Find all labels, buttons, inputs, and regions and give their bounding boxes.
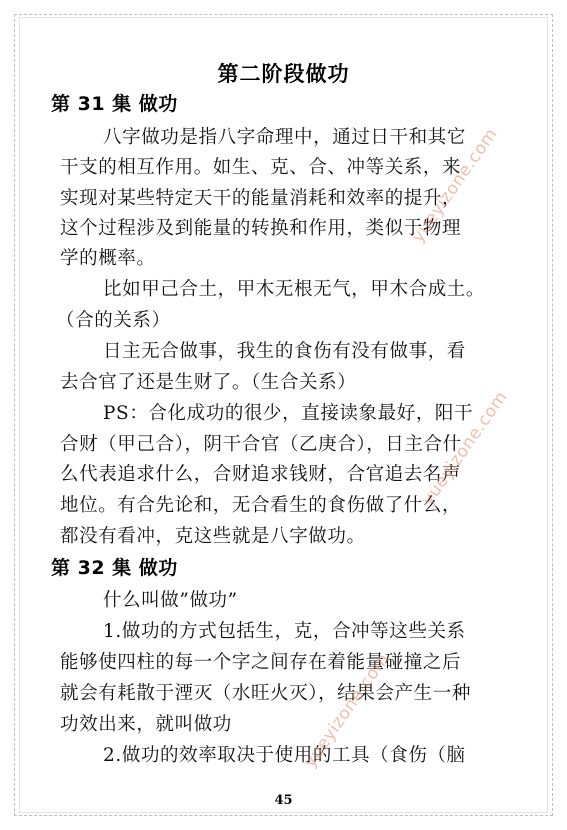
text-line: 干支的相互作用。如生、克、合、冲等关系，来: [60, 157, 462, 178]
text-line: 地位。有合先论和，无合看生的食伤做了什么，: [60, 495, 462, 516]
watermark: yueyizone.com: [408, 124, 502, 247]
text-line: PS：合化成功的很少，直接读象最好，阳干: [103, 403, 474, 424]
text-line: 实现对某些特定天干的能量消耗和效率的提升，: [60, 188, 462, 209]
text-line: 这个过程涉及到能量的转换和作用，类似于物理: [60, 218, 462, 239]
section-heading-31: 第 31 集 做功: [51, 93, 178, 115]
text-line: 去合官了还是生财了。（生合关系）: [60, 372, 357, 393]
text-line: 么代表追求什么，合财追求钱财，合官追去名声: [60, 464, 462, 485]
text-line: 1.做功的方式包括生，克，合冲等这些关系: [103, 621, 466, 642]
text-line: 都没有看冲，克这些就是八字做功。: [60, 526, 366, 547]
page-title: 第二阶段做功: [217, 62, 350, 86]
text-line: 日主无合做事，我生的食伤有没有做事，看: [103, 341, 466, 362]
text-line: 什么叫做”做功”: [103, 590, 238, 611]
text-line: 学的概率。: [60, 248, 156, 269]
text-line: 八字做功是指八字命理中，通过日干和其它: [103, 127, 466, 148]
text-line: 功效出来，就叫做功: [60, 714, 232, 735]
page-number: 45: [274, 793, 293, 808]
text-line: 就会有耗散于湮灭（水旺火灭），结果会产生一种: [60, 683, 471, 704]
text-line: 比如甲己合土，甲木无根无气，甲木合成土。: [103, 279, 486, 300]
text-line: 能够使四柱的每一个字之间存在着能量碰撞之后: [60, 652, 462, 673]
text-line: 2.做功的效率取决于使用的工具（食伤（脑: [103, 745, 466, 766]
watermark: yueyizone.com: [300, 649, 394, 772]
watermark: yueyizone.com: [418, 387, 512, 510]
text-line: （合的关系）: [56, 310, 171, 331]
section-heading-32: 第 32 集 做功: [51, 557, 178, 579]
text-line: 合财（甲己合），阴干合官（乙庚合），日主合什: [60, 434, 462, 455]
